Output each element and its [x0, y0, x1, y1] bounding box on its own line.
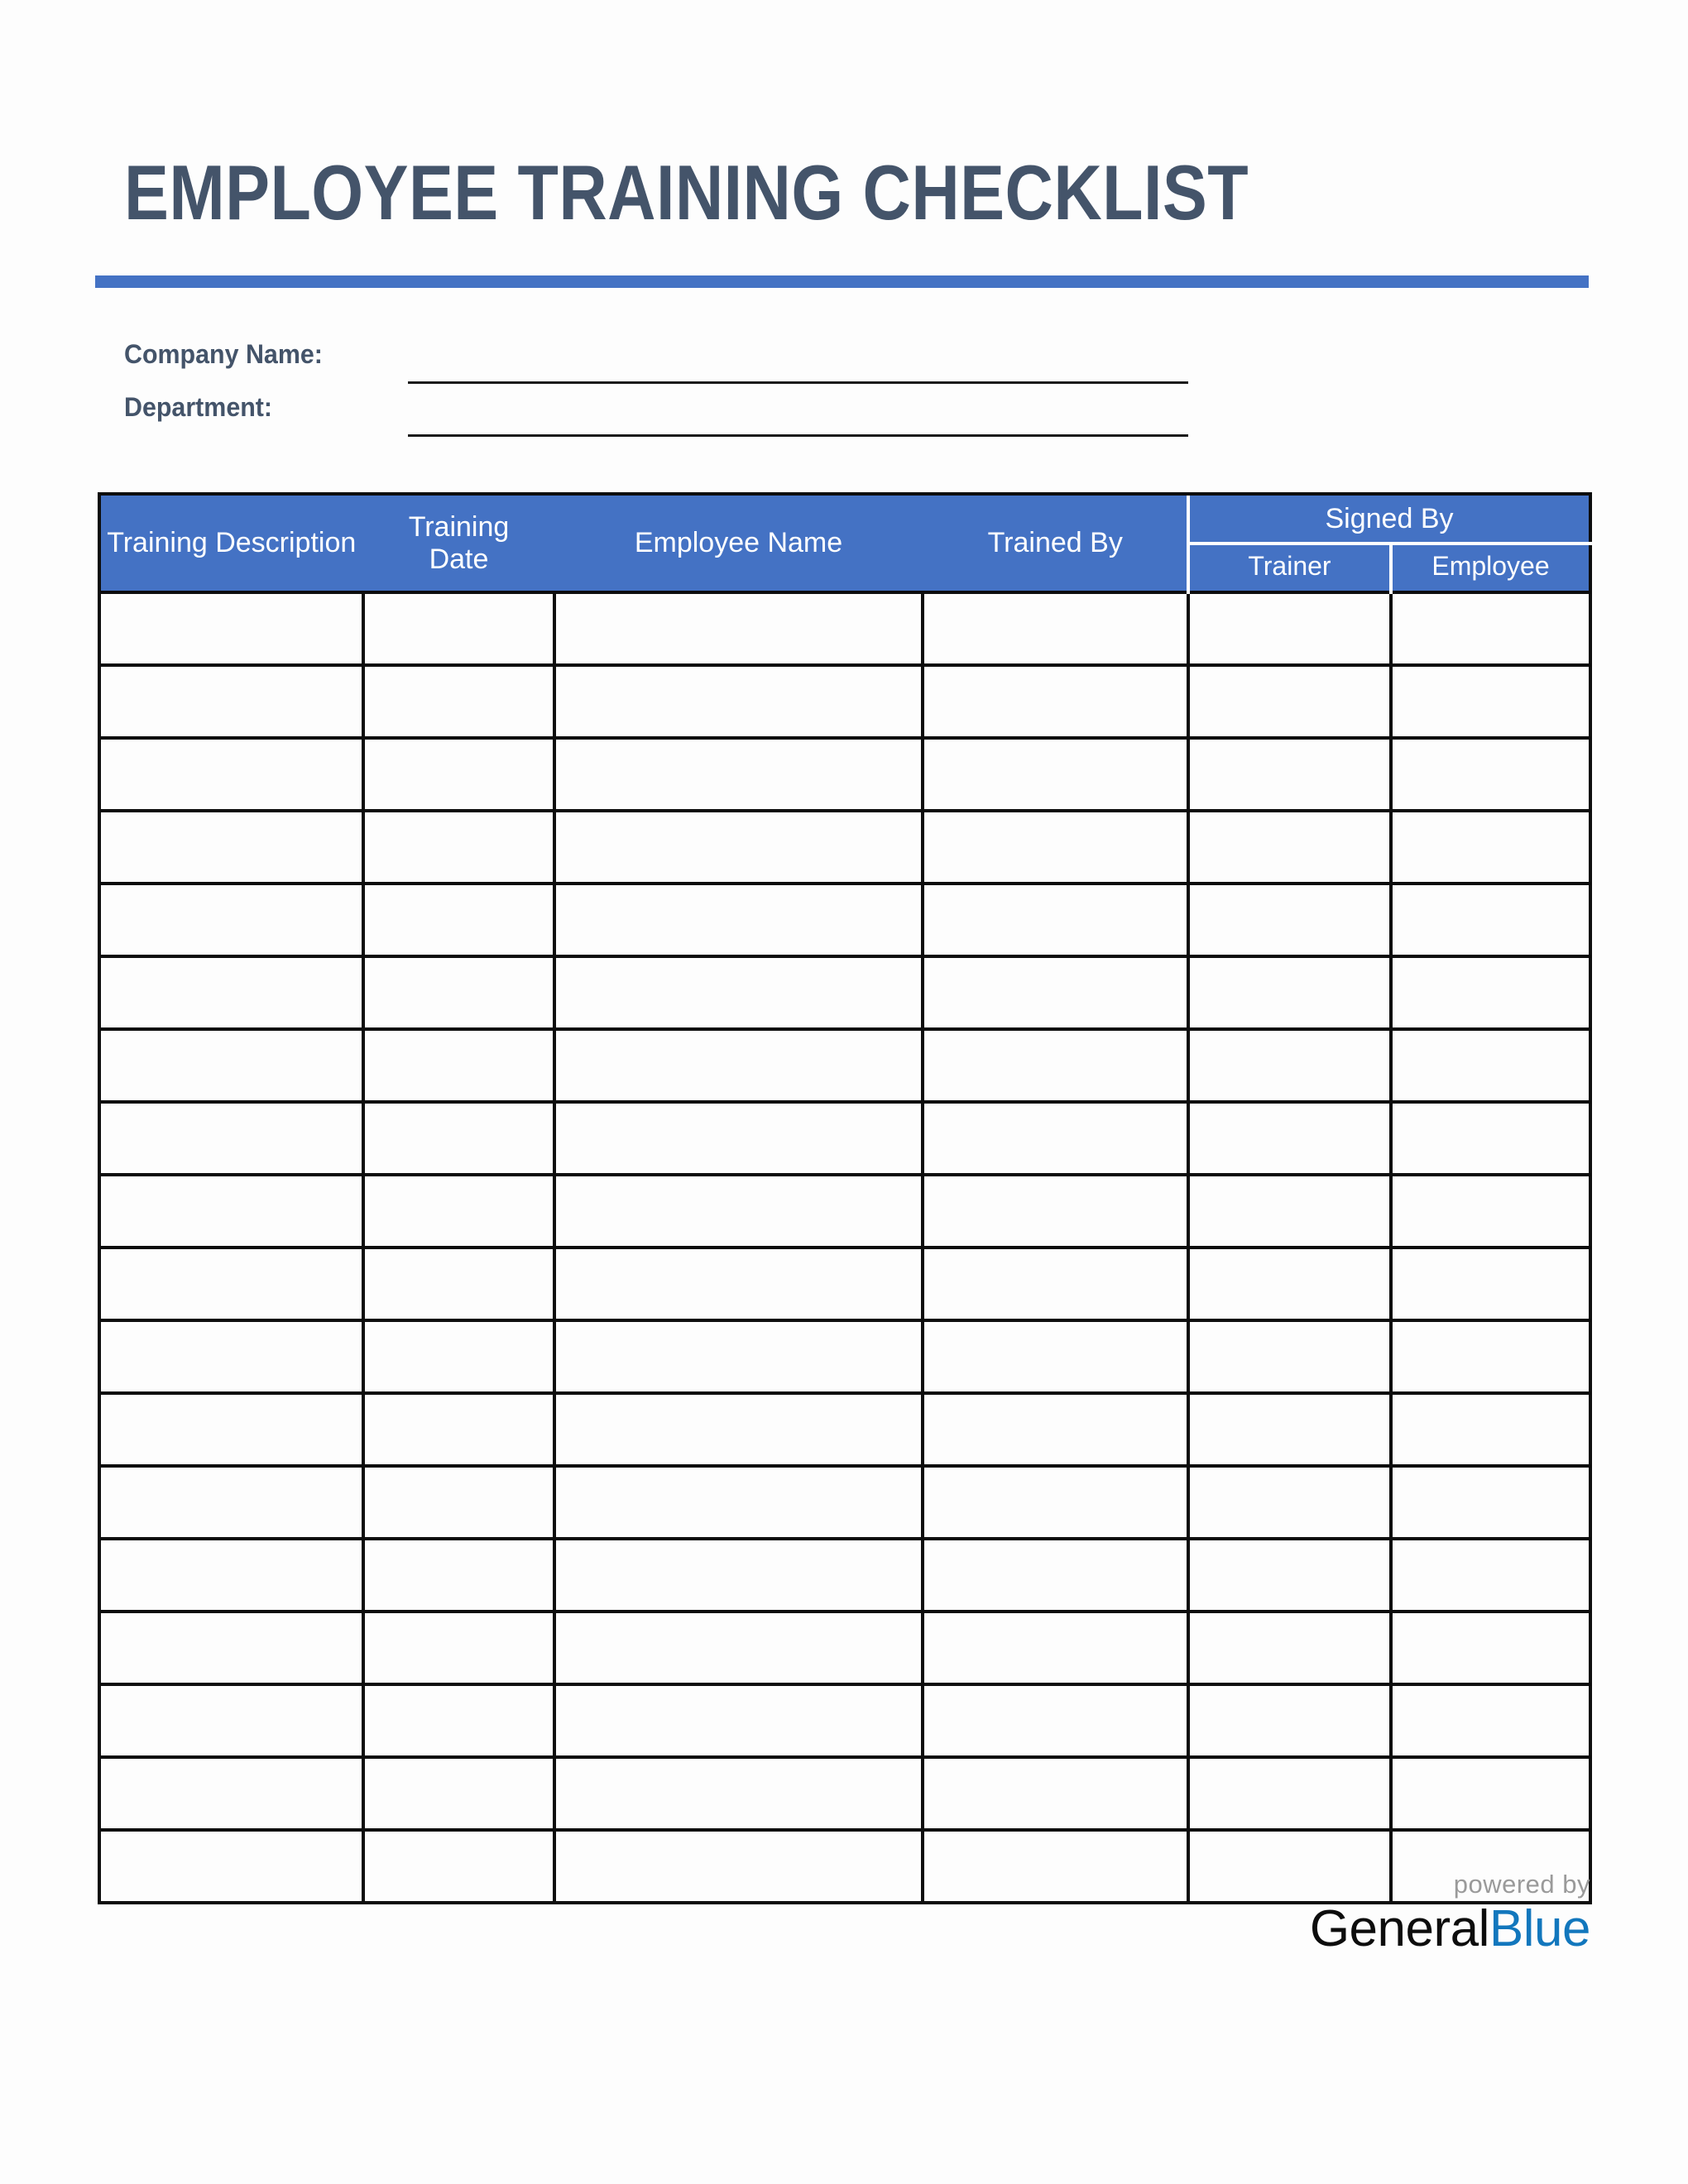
- cell-signed-by-trainer[interactable]: [1188, 1684, 1391, 1757]
- table-row: [99, 1029, 1590, 1102]
- column-header-training-date-line2: Date: [429, 543, 489, 575]
- cell-training-description[interactable]: [99, 1248, 363, 1320]
- page-title: EMPLOYEE TRAINING CHECKLIST: [124, 149, 1249, 236]
- table-row: [99, 1466, 1590, 1539]
- company-name-input[interactable]: [408, 381, 1188, 384]
- cell-signed-by-trainer[interactable]: [1188, 1612, 1391, 1684]
- cell-signed-by-trainer[interactable]: [1188, 1248, 1391, 1320]
- cell-training-date[interactable]: [363, 1248, 554, 1320]
- table-body: [99, 592, 1590, 1903]
- cell-signed-by-employee[interactable]: [1391, 811, 1590, 884]
- cell-signed-by-trainer[interactable]: [1188, 665, 1391, 738]
- cell-signed-by-trainer[interactable]: [1188, 1539, 1391, 1612]
- cell-signed-by-trainer[interactable]: [1188, 1393, 1391, 1466]
- cell-training-date[interactable]: [363, 1757, 554, 1830]
- cell-trained-by[interactable]: [923, 1102, 1188, 1175]
- brand-name-general: General: [1309, 1900, 1489, 1957]
- cell-trained-by[interactable]: [923, 1320, 1188, 1393]
- table-row: [99, 1684, 1590, 1757]
- cell-signed-by-employee[interactable]: [1391, 1539, 1590, 1612]
- cell-trained-by[interactable]: [923, 1539, 1188, 1612]
- cell-employee-name[interactable]: [554, 956, 923, 1029]
- table-row: [99, 1102, 1590, 1175]
- cell-employee-name[interactable]: [554, 1466, 923, 1539]
- cell-training-description[interactable]: [99, 1320, 363, 1393]
- table-row: [99, 665, 1590, 738]
- table-row: [99, 1539, 1590, 1612]
- cell-signed-by-trainer[interactable]: [1188, 1466, 1391, 1539]
- cell-employee-name[interactable]: [554, 1393, 923, 1466]
- cell-training-date[interactable]: [363, 1029, 554, 1102]
- cell-signed-by-employee[interactable]: [1391, 1757, 1590, 1830]
- cell-trained-by[interactable]: [923, 738, 1188, 811]
- column-header-signed-by-trainer[interactable]: Trainer: [1188, 544, 1391, 592]
- table-row: [99, 1612, 1590, 1684]
- cell-training-description[interactable]: [99, 1393, 363, 1466]
- cell-trained-by[interactable]: [923, 1175, 1188, 1248]
- cell-signed-by-trainer[interactable]: [1188, 1175, 1391, 1248]
- cell-trained-by[interactable]: [923, 1393, 1188, 1466]
- cell-signed-by-employee[interactable]: [1391, 1175, 1590, 1248]
- cell-trained-by[interactable]: [923, 884, 1188, 956]
- column-header-employee-name[interactable]: Employee Name: [554, 494, 923, 592]
- cell-training-description[interactable]: [99, 665, 363, 738]
- cell-employee-name[interactable]: [554, 665, 923, 738]
- training-checklist-table-wrapper: [98, 492, 1589, 1904]
- cell-employee-name[interactable]: [554, 1102, 923, 1175]
- cell-employee-name[interactable]: [554, 811, 923, 884]
- cell-training-description[interactable]: [99, 1466, 363, 1539]
- cell-employee-name[interactable]: [554, 592, 923, 665]
- cell-training-description[interactable]: [99, 811, 363, 884]
- cell-signed-by-trainer[interactable]: [1188, 1320, 1391, 1393]
- cell-trained-by[interactable]: [923, 1029, 1188, 1102]
- cell-trained-by[interactable]: [923, 1248, 1188, 1320]
- cell-training-date[interactable]: [363, 1102, 554, 1175]
- cell-training-date[interactable]: [363, 1539, 554, 1612]
- cell-training-date[interactable]: [363, 884, 554, 956]
- form-fields: [124, 334, 1200, 440]
- cell-signed-by-employee[interactable]: [1391, 1320, 1590, 1393]
- cell-training-description[interactable]: [99, 1612, 363, 1684]
- cell-employee-name[interactable]: [554, 1612, 923, 1684]
- table-row: [99, 1757, 1590, 1830]
- general-blue-logo: [1310, 1871, 1590, 1955]
- table-header-row-primary: [99, 494, 1590, 544]
- cell-signed-by-employee[interactable]: [1391, 1102, 1590, 1175]
- cell-signed-by-trainer[interactable]: [1188, 956, 1391, 1029]
- cell-signed-by-trainer[interactable]: [1188, 1029, 1391, 1102]
- cell-signed-by-employee[interactable]: [1391, 665, 1590, 738]
- company-name-label: Company Name:: [124, 339, 323, 369]
- table-row: [99, 1320, 1590, 1393]
- department-input[interactable]: [408, 434, 1188, 437]
- title-accent-bar: [95, 275, 1589, 288]
- cell-signed-by-employee[interactable]: [1391, 1393, 1590, 1466]
- cell-training-description[interactable]: [99, 1830, 363, 1903]
- form-row-company-name: [124, 334, 1200, 387]
- cell-employee-name[interactable]: [554, 1175, 923, 1248]
- table-row: [99, 738, 1590, 811]
- cell-signed-by-employee[interactable]: [1391, 1466, 1590, 1539]
- column-header-training-description[interactable]: Training Description: [99, 494, 363, 592]
- cell-training-date[interactable]: [363, 592, 554, 665]
- column-header-trained-by[interactable]: Trained By: [923, 494, 1188, 592]
- cell-training-date[interactable]: [363, 811, 554, 884]
- cell-training-date[interactable]: [363, 1466, 554, 1539]
- cell-signed-by-employee[interactable]: [1391, 956, 1590, 1029]
- table-row: [99, 811, 1590, 884]
- cell-signed-by-trainer[interactable]: [1188, 738, 1391, 811]
- cell-trained-by[interactable]: [923, 956, 1188, 1029]
- cell-employee-name[interactable]: [554, 1684, 923, 1757]
- cell-employee-name[interactable]: [554, 1248, 923, 1320]
- cell-trained-by[interactable]: [923, 1684, 1188, 1757]
- brand-name-blue: Blue: [1489, 1900, 1590, 1957]
- form-row-department: [124, 387, 1200, 440]
- cell-employee-name[interactable]: [554, 1320, 923, 1393]
- cell-training-date[interactable]: [363, 738, 554, 811]
- cell-training-date[interactable]: [363, 1612, 554, 1684]
- table-header: [99, 494, 1590, 592]
- cell-employee-name[interactable]: [554, 1539, 923, 1612]
- table-row: [99, 1175, 1590, 1248]
- column-header-training-date-line1: Training: [408, 511, 510, 544]
- cell-employee-name[interactable]: [554, 738, 923, 811]
- brand-name: [1309, 1900, 1590, 1957]
- cell-trained-by[interactable]: [923, 665, 1188, 738]
- column-header-training-date[interactable]: [363, 494, 554, 592]
- cell-signed-by-employee[interactable]: [1391, 884, 1590, 956]
- cell-signed-by-trainer[interactable]: [1188, 1757, 1391, 1830]
- cell-trained-by[interactable]: [923, 1830, 1188, 1903]
- cell-trained-by[interactable]: [923, 592, 1188, 665]
- cell-training-description[interactable]: [99, 956, 363, 1029]
- cell-signed-by-trainer[interactable]: [1188, 811, 1391, 884]
- table-row: [99, 884, 1590, 956]
- cell-training-date[interactable]: [363, 1393, 554, 1466]
- cell-employee-name[interactable]: [554, 1830, 923, 1903]
- cell-training-description[interactable]: [99, 592, 363, 665]
- cell-training-description[interactable]: [99, 1757, 363, 1830]
- cell-signed-by-trainer[interactable]: [1188, 1102, 1391, 1175]
- cell-signed-by-employee[interactable]: [1391, 1612, 1590, 1684]
- cell-training-description[interactable]: [99, 884, 363, 956]
- cell-trained-by[interactable]: [923, 1612, 1188, 1684]
- cell-training-date[interactable]: [363, 1830, 554, 1903]
- cell-training-description[interactable]: [99, 1539, 363, 1612]
- table-row: [99, 956, 1590, 1029]
- cell-employee-name[interactable]: [554, 1029, 923, 1102]
- powered-by-label: powered by: [1453, 1870, 1590, 1899]
- cell-trained-by[interactable]: [923, 811, 1188, 884]
- department-label: Department:: [124, 392, 273, 422]
- cell-training-description[interactable]: [99, 1102, 363, 1175]
- table-row: [99, 592, 1590, 665]
- cell-signed-by-employee[interactable]: [1391, 1029, 1590, 1102]
- cell-training-description[interactable]: [99, 1029, 363, 1102]
- cell-trained-by[interactable]: [923, 1757, 1188, 1830]
- cell-training-description[interactable]: [99, 738, 363, 811]
- cell-training-date[interactable]: [363, 1175, 554, 1248]
- cell-signed-by-employee[interactable]: [1391, 1684, 1590, 1757]
- cell-employee-name[interactable]: [554, 884, 923, 956]
- cell-signed-by-trainer[interactable]: [1188, 884, 1391, 956]
- table-row: [99, 1248, 1590, 1320]
- cell-training-description[interactable]: [99, 1175, 363, 1248]
- cell-training-date[interactable]: [363, 665, 554, 738]
- cell-signed-by-employee[interactable]: [1391, 592, 1590, 665]
- cell-training-date[interactable]: [363, 1320, 554, 1393]
- cell-training-date[interactable]: [363, 1684, 554, 1757]
- cell-trained-by[interactable]: [923, 1466, 1188, 1539]
- title-block: [124, 149, 1605, 236]
- column-header-signed-by-employee[interactable]: Employee: [1391, 544, 1590, 592]
- cell-training-date[interactable]: [363, 956, 554, 1029]
- cell-employee-name[interactable]: [554, 1757, 923, 1830]
- cell-signed-by-trainer[interactable]: [1188, 592, 1391, 665]
- table-row: [99, 1393, 1590, 1466]
- cell-signed-by-employee[interactable]: [1391, 738, 1590, 811]
- training-checklist-table: [98, 492, 1592, 1904]
- cell-signed-by-employee[interactable]: [1391, 1248, 1590, 1320]
- cell-training-description[interactable]: [99, 1684, 363, 1757]
- column-group-header-signed-by[interactable]: Signed By: [1188, 494, 1590, 544]
